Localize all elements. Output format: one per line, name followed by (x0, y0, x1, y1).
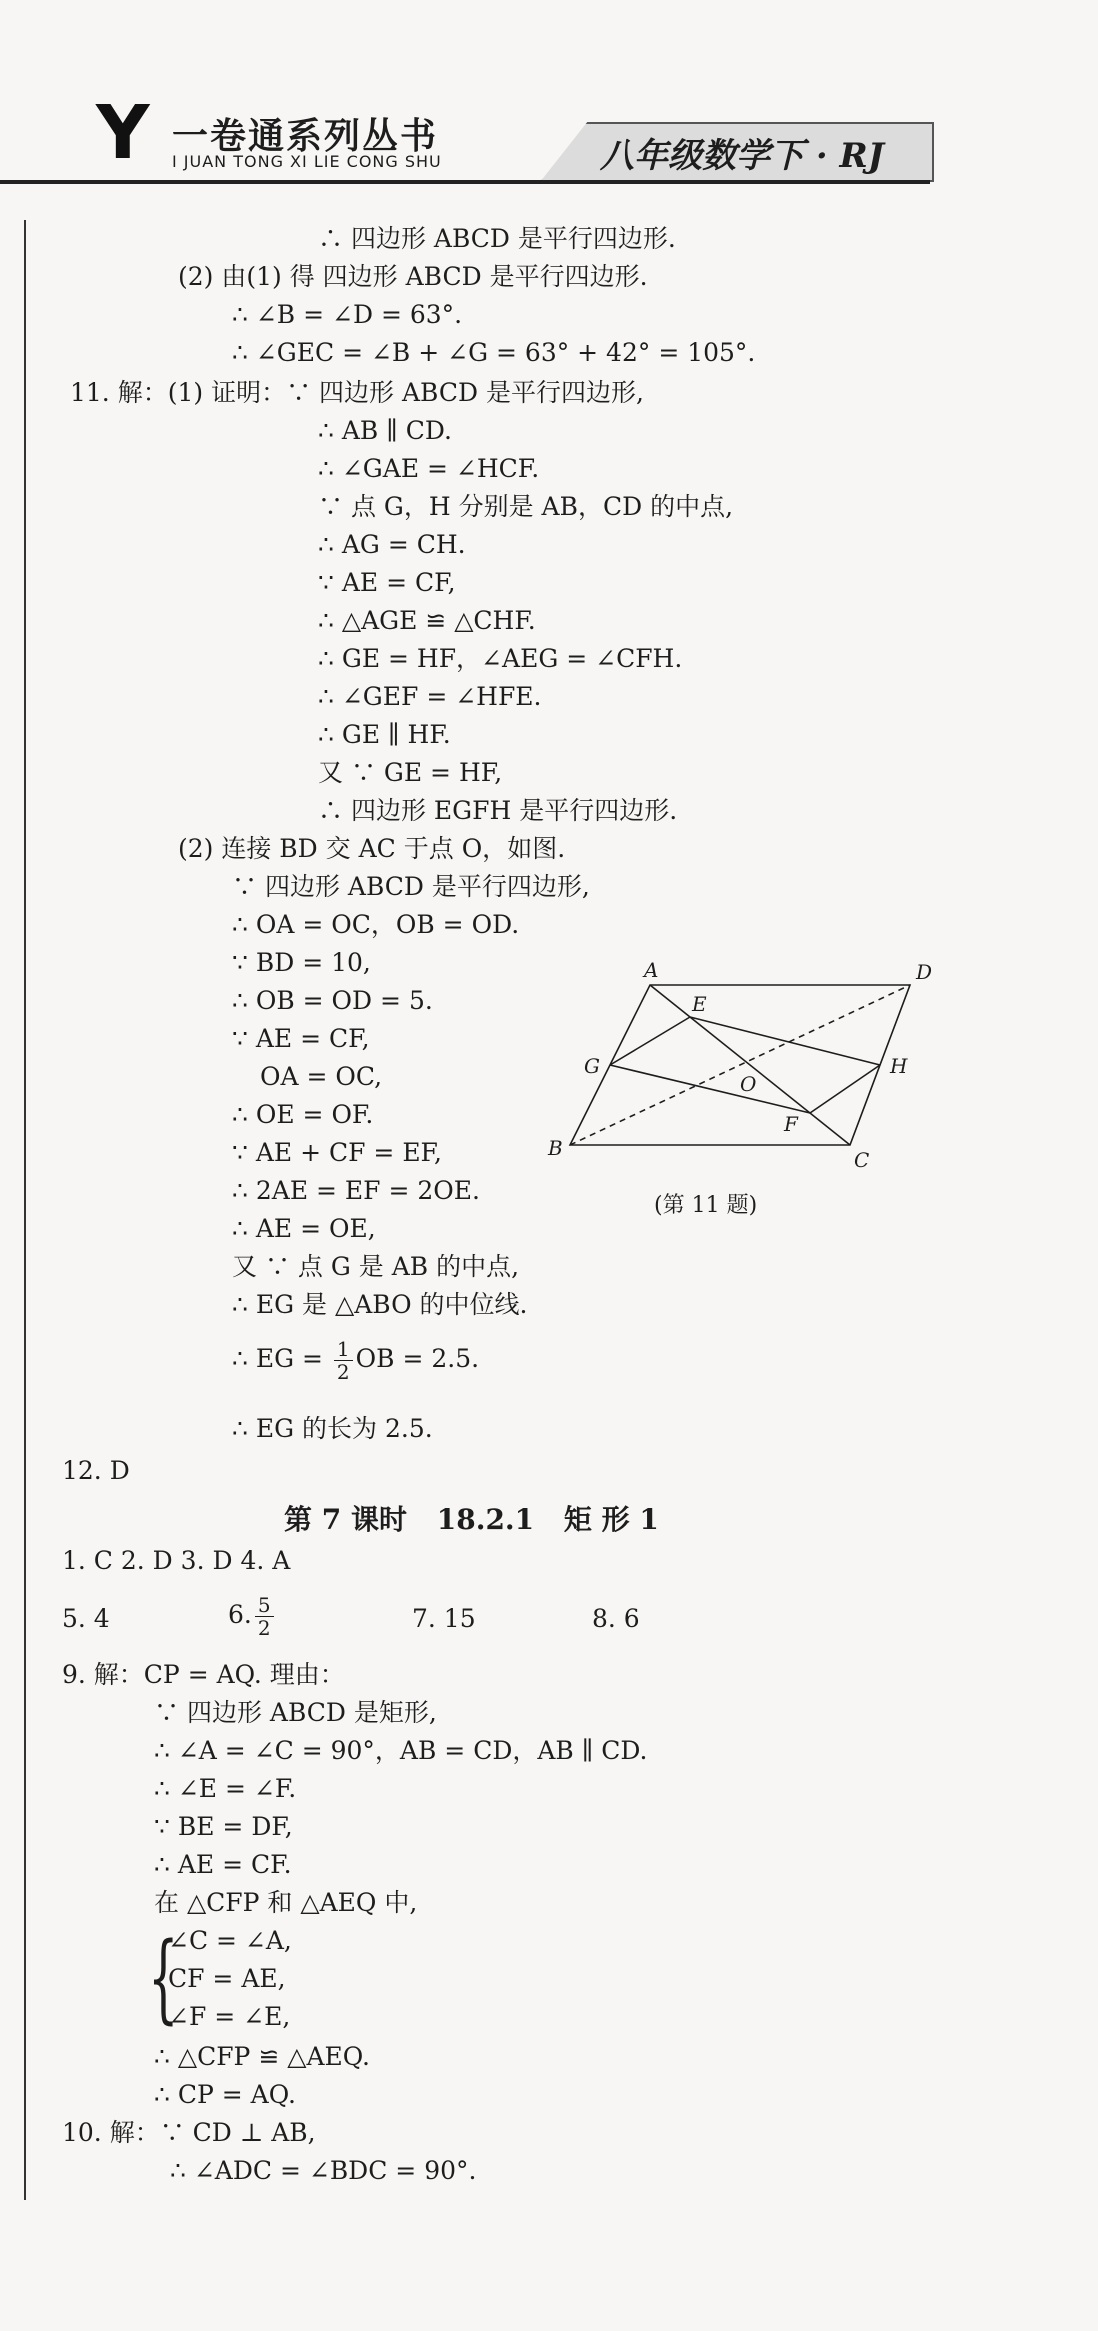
answer-item: 5. 4 (62, 1604, 110, 1633)
text-line: CF = AE, (168, 1964, 286, 1993)
label-b: B (548, 1136, 563, 1160)
text-line: ∠F = ∠E, (168, 2002, 291, 2031)
text-line: 在 △CFP 和 △AEQ 中, (154, 1888, 418, 1917)
label-g: G (584, 1054, 600, 1078)
fraction-denominator: 2 (336, 1360, 350, 1384)
text-line: ∴ ∠B = ∠D = 63°. (232, 300, 463, 329)
text-line: ∵ BE = DF, (154, 1812, 293, 1841)
text-line: ∠C = ∠A, (168, 1926, 292, 1955)
text-line: ∴ △CFP ≌ △AEQ. (154, 2042, 370, 2071)
text-line: ∵ AE = CF, (232, 1024, 370, 1053)
text-line: ∴ EG 的长为 2.5. (232, 1414, 433, 1443)
text-line: ∴ ∠GEF = ∠HFE. (318, 682, 542, 711)
header-divider (0, 180, 930, 184)
segment-eh (690, 1017, 880, 1065)
section-topic: 矩 形 1 (563, 1503, 659, 1536)
text-line: 又 ∵ GE = HF, (318, 758, 503, 787)
text-line: ∴ ∠E = ∠F. (154, 1774, 297, 1803)
lesson-number: 第 7 课时 (284, 1503, 407, 1536)
series-pinyin: I JUAN TONG XI LIE CONG SHU (172, 152, 442, 171)
text-line: 9. 解：CP = AQ. 理由： (62, 1660, 345, 1689)
text-line: ∴ AE = CF. (154, 1850, 292, 1879)
answer-item: 7. 15 (412, 1604, 476, 1633)
page-header (0, 0, 1098, 200)
fraction-denominator: 2 (257, 1616, 271, 1640)
system-brace: { (148, 1922, 179, 2034)
fraction-five-halves (255, 1594, 274, 1639)
text-line: ∴ OE = OF. (232, 1100, 374, 1129)
section-title (284, 1498, 679, 1538)
answer-item: 8. 6 (592, 1604, 640, 1633)
fraction-numerator: 5 (255, 1594, 274, 1617)
text-line: ∴ ∠GAE = ∠HCF. (318, 454, 540, 483)
text-line: ∴ △AGE ≌ △CHF. (318, 606, 536, 635)
fraction-numerator: 1 (334, 1338, 353, 1361)
series-title: 一卷通系列丛书 (172, 116, 439, 157)
answer-item-fraction (228, 1594, 277, 1639)
label-f: F (784, 1112, 798, 1136)
text-line: ∴ 2AE = EF = 2OE. (232, 1176, 480, 1205)
text-line: ∴ EG 是 △ABO 的中位线. (232, 1290, 528, 1319)
text-line: ∵ 点 G，H 分别是 AB，CD 的中点, (318, 492, 734, 521)
text-line: ∴ GE = HF，∠AEG = ∠CFH. (318, 644, 683, 673)
text-line: ∴ ∠A = ∠C = 90°，AB = CD，AB ∥ CD. (154, 1736, 648, 1765)
text-line: 11. 解：(1) 证明：∵ 四边形 ABCD 是平行四边形, (70, 378, 644, 407)
answer-row: 1. C 2. D 3. D 4. A (62, 1546, 291, 1575)
text-line: 12. D (62, 1456, 130, 1485)
answer-label: 6. (228, 1600, 252, 1629)
label-a: A (644, 958, 659, 982)
text-line: ∵ AE + CF = EF, (232, 1138, 442, 1167)
text-line: OA = OC, (260, 1062, 383, 1091)
text-line-fraction (232, 1338, 479, 1383)
label-e: E (692, 992, 707, 1016)
label-o: O (740, 1072, 757, 1096)
text-line: ∴ 四边形 ABCD 是平行四边形. (318, 224, 676, 253)
text-line: ∴ AG = CH. (318, 530, 466, 559)
segment-hf (810, 1065, 880, 1113)
parallelogram-figure (540, 955, 940, 1185)
fraction-tail: OB = 2.5. (355, 1344, 480, 1373)
text-line: ∴ CP = AQ. (154, 2080, 296, 2109)
text-line: ∴ 四边形 EGFH 是平行四边形. (318, 796, 678, 825)
text-line: ∴ ∠ADC = ∠BDC = 90°. (170, 2156, 477, 2185)
series-logo: Y (96, 90, 150, 176)
figure-caption: (第 11 题) (654, 1193, 758, 1218)
text-line: ∴ AB ∥ CD. (318, 416, 452, 445)
text-line: ∵ 四边形 ABCD 是平行四边形, (232, 872, 590, 901)
label-c: C (854, 1148, 870, 1172)
text-line: (2) 由(1) 得 四边形 ABCD 是平行四边形. (178, 262, 648, 291)
text-line: ∴ ∠GEC = ∠B + ∠G = 63° + 42° = 105°. (232, 338, 756, 367)
label-h: H (890, 1054, 908, 1078)
text-line: ∴ AE = OE, (232, 1214, 376, 1243)
text-line: ∵ AE = CF, (318, 568, 456, 597)
text-line: 又 ∵ 点 G 是 AB 的中点, (232, 1252, 520, 1281)
fraction-one-half (334, 1338, 353, 1383)
label-d: D (916, 960, 933, 984)
text-line: ∵ 四边形 ABCD 是矩形, (154, 1698, 437, 1727)
margin-rule (24, 220, 26, 2200)
fraction-lead: ∴ EG = (232, 1344, 331, 1373)
diagonal-ac (650, 985, 850, 1145)
text-line: ∴ OA = OC，OB = OD. (232, 910, 520, 939)
text-line: 10. 解：∵ CD ⊥ AB, (62, 2118, 316, 2147)
text-line: ∴ GE ∥ HF. (318, 720, 451, 749)
section-number: 18.2.1 (436, 1503, 535, 1536)
text-line: (2) 连接 BD 交 AC 于点 O，如图. (178, 834, 566, 863)
text-line: ∴ OB = OD = 5. (232, 986, 433, 1015)
grade-label: 八年级数学下 · RJ (600, 136, 884, 176)
text-line: ∵ BD = 10, (232, 948, 371, 977)
